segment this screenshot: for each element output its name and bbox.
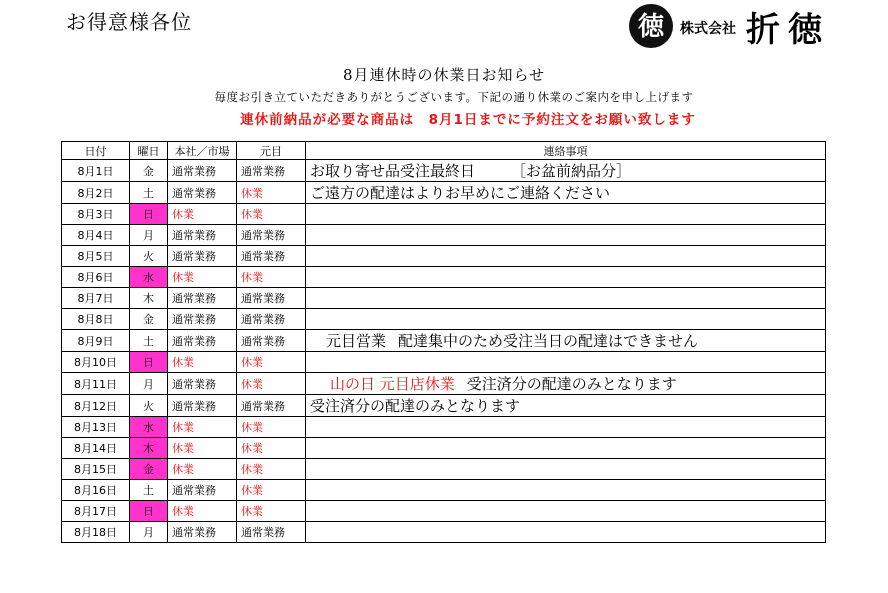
note-cell — [306, 330, 826, 352]
company-name: 折徳 — [746, 9, 830, 50]
order-notice: 連休前納品が必要な商品は 8月1日までに予約注文をお願い致します — [240, 112, 696, 128]
note-cell — [306, 501, 826, 522]
company-logo-icon — [628, 3, 674, 49]
note-text: お取り寄せ品受注最終日 — [310, 162, 476, 180]
note-cell — [306, 395, 826, 417]
weekday-cell: 火 — [130, 246, 168, 267]
note-cell — [306, 459, 826, 480]
hq-status-cell: 通常業務 — [168, 522, 237, 543]
weekday-cell: 水 — [130, 417, 168, 438]
date-cell: 8月5日 — [62, 246, 130, 267]
note-cell — [306, 288, 826, 309]
date-cell: 8月12日 — [62, 395, 130, 417]
date-cell: 8月7日 — [62, 288, 130, 309]
table-row — [62, 480, 826, 501]
table-row — [62, 522, 826, 543]
page-title: 8月連休時の休業日お知らせ — [342, 66, 546, 84]
motome-status-cell: 休業 — [237, 459, 306, 480]
weekday-cell: 月 — [130, 373, 168, 395]
motome-status-cell: 通常業務 — [237, 309, 306, 330]
weekday-cell: 土 — [130, 480, 168, 501]
table-row — [62, 267, 826, 288]
date-cell: 8月13日 — [62, 417, 130, 438]
col-header-date: 日付 — [62, 142, 130, 160]
weekday-cell: 日 — [130, 501, 168, 522]
weekday-cell: 木 — [130, 288, 168, 309]
note-text: 山の日 元目店休業 — [330, 375, 455, 393]
hq-status-cell: 休業 — [168, 438, 237, 459]
motome-status-cell: 通常業務 — [237, 160, 306, 182]
logo-glyph: 徳 — [637, 12, 665, 42]
company-brand — [628, 2, 830, 50]
table-row — [62, 288, 826, 309]
date-cell: 8月4日 — [62, 225, 130, 246]
note-text-secondary: 受注済分の配達のみとなります — [466, 375, 677, 393]
weekday-cell: 土 — [130, 182, 168, 204]
note-cell — [306, 267, 826, 288]
table-row — [62, 246, 826, 267]
date-cell: 8月3日 — [62, 204, 130, 225]
hq-status-cell: 通常業務 — [168, 288, 237, 309]
date-cell: 8月2日 — [62, 182, 130, 204]
note-cell — [306, 352, 826, 373]
table-row — [62, 352, 826, 373]
note-cell — [306, 417, 826, 438]
date-cell: 8月8日 — [62, 309, 130, 330]
table-row — [62, 160, 826, 182]
weekday-cell: 水 — [130, 267, 168, 288]
motome-status-cell: 休業 — [237, 438, 306, 459]
weekday-cell: 金 — [130, 160, 168, 182]
motome-status-cell: 休業 — [237, 501, 306, 522]
motome-status-cell: 休業 — [237, 204, 306, 225]
col-header-notes: 連絡事項 — [306, 142, 826, 160]
holiday-schedule-table — [61, 141, 826, 543]
note-cell — [306, 204, 826, 225]
motome-status-cell: 休業 — [237, 373, 306, 395]
hq-status-cell: 通常業務 — [168, 373, 237, 395]
date-cell: 8月1日 — [62, 160, 130, 182]
weekday-cell: 日 — [130, 204, 168, 225]
weekday-cell: 金 — [130, 309, 168, 330]
motome-status-cell: 通常業務 — [237, 330, 306, 352]
note-cell — [306, 225, 826, 246]
hq-status-cell: 通常業務 — [168, 246, 237, 267]
hq-status-cell: 通常業務 — [168, 160, 237, 182]
motome-status-cell: 休業 — [237, 480, 306, 501]
hq-status-cell: 休業 — [168, 267, 237, 288]
weekday-cell: 月 — [130, 225, 168, 246]
motome-status-cell: 休業 — [237, 182, 306, 204]
motome-status-cell: 通常業務 — [237, 522, 306, 543]
weekday-cell: 木 — [130, 438, 168, 459]
weekday-cell: 火 — [130, 395, 168, 417]
table-header-row — [62, 142, 826, 160]
col-header-dow: 曜日 — [130, 142, 168, 160]
note-cell — [306, 246, 826, 267]
motome-status-cell: 休業 — [237, 417, 306, 438]
table-row — [62, 225, 826, 246]
hq-status-cell: 通常業務 — [168, 225, 237, 246]
hq-status-cell: 通常業務 — [168, 182, 237, 204]
note-cell — [306, 160, 826, 182]
motome-status-cell: 通常業務 — [237, 288, 306, 309]
weekday-cell: 日 — [130, 352, 168, 373]
table-row — [62, 309, 826, 330]
date-cell: 8月15日 — [62, 459, 130, 480]
table-row — [62, 330, 826, 352]
hq-status-cell: 通常業務 — [168, 395, 237, 417]
hq-status-cell: 休業 — [168, 204, 237, 225]
table-row — [62, 501, 826, 522]
table-row — [62, 438, 826, 459]
intro-text: 毎度お引き立ていただきありがとうございます。下記の通り休業のご案内を申し上げます — [214, 90, 694, 104]
note-text-secondary: ［お盆前納品分］ — [511, 162, 632, 180]
note-cell — [306, 438, 826, 459]
table-row — [62, 204, 826, 225]
weekday-cell: 金 — [130, 459, 168, 480]
date-cell: 8月17日 — [62, 501, 130, 522]
date-cell: 8月10日 — [62, 352, 130, 373]
date-cell: 8月14日 — [62, 438, 130, 459]
table-row — [62, 182, 826, 204]
recipient-heading: お得意様各位 — [66, 10, 192, 34]
hq-status-cell: 休業 — [168, 459, 237, 480]
col-header-hq: 本社／市場 — [168, 142, 237, 160]
note-cell — [306, 522, 826, 543]
company-type: 株式会社 — [680, 21, 736, 37]
motome-status-cell: 休業 — [237, 352, 306, 373]
hq-status-cell: 休業 — [168, 352, 237, 373]
table-row — [62, 417, 826, 438]
date-cell: 8月6日 — [62, 267, 130, 288]
date-cell: 8月9日 — [62, 330, 130, 352]
motome-status-cell: 通常業務 — [237, 225, 306, 246]
table-row — [62, 459, 826, 480]
date-cell: 8月11日 — [62, 373, 130, 395]
note-cell — [306, 309, 826, 330]
hq-status-cell: 通常業務 — [168, 330, 237, 352]
note-cell — [306, 182, 826, 204]
motome-status-cell: 通常業務 — [237, 246, 306, 267]
hq-status-cell: 通常業務 — [168, 480, 237, 501]
note-text: ご遠方の配達はよりお早めにご連絡ください — [310, 184, 611, 202]
note-text: 元目営業 — [326, 332, 387, 350]
table-row — [62, 395, 826, 417]
date-cell: 8月18日 — [62, 522, 130, 543]
motome-status-cell: 休業 — [237, 267, 306, 288]
hq-status-cell: 休業 — [168, 501, 237, 522]
note-cell — [306, 373, 826, 395]
motome-status-cell: 通常業務 — [237, 395, 306, 417]
weekday-cell: 土 — [130, 330, 168, 352]
col-header-gm: 元目 — [237, 142, 306, 160]
note-text-secondary: 配達集中のため受注当日の配達はできません — [398, 332, 699, 350]
note-cell — [306, 480, 826, 501]
date-cell: 8月16日 — [62, 480, 130, 501]
weekday-cell: 月 — [130, 522, 168, 543]
table-row — [62, 373, 826, 395]
note-text: 受注済分の配達のみとなります — [310, 397, 521, 415]
hq-status-cell: 休業 — [168, 417, 237, 438]
hq-status-cell: 通常業務 — [168, 309, 237, 330]
